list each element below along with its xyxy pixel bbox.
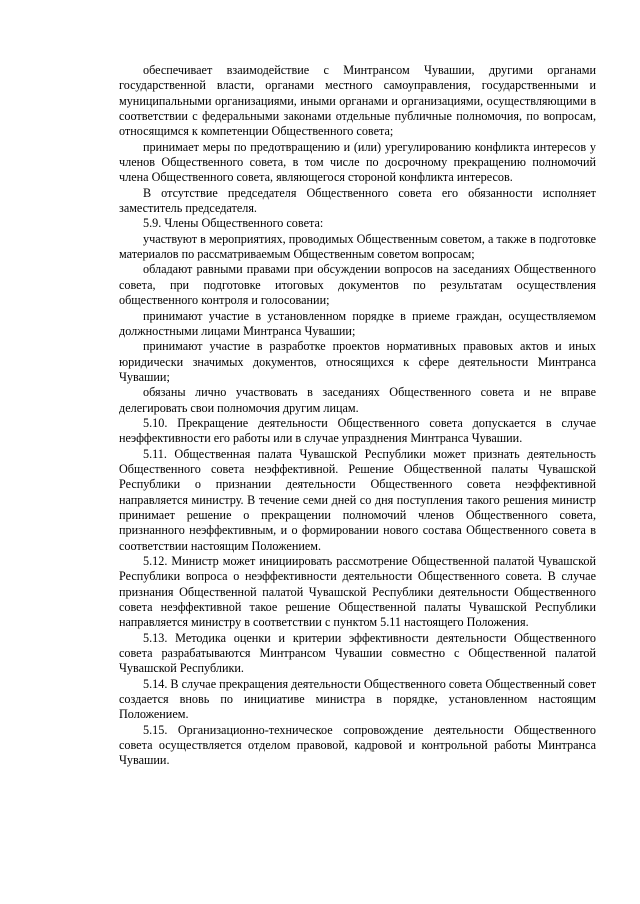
- paragraph: 5.10. Прекращение деятельности Общественного совета допускается в случае неэффективности его работы или в случае упразднения Минтранса Чувашии.: [119, 415, 596, 446]
- paragraph: участвуют в мероприятиях, проводимых Общественным советом, а также в подготовке материалов по рассматриваемым Общественным советом вопросам;: [119, 231, 596, 262]
- paragraph: 5.13. Методика оценки и критерии эффективности деятельности Общественного совета разрабатываются Минтрансом Чувашии совместно с Общественной палатой Чувашской Республики.: [119, 630, 596, 676]
- document-body: [119, 63, 596, 769]
- paragraph: 5.14. В случае прекращения деятельности Общественного совета Общественный совет создается вновь по инициативе министра в порядке, установленном настоящим Положением.: [119, 676, 597, 722]
- section-heading: 5.9. Члены Общественного совета:: [143, 216, 324, 231]
- paragraph: 5.11. Общественная палата Чувашской Республики может признать деятельность Общественного совета неэффективной. Решение Общественной палаты Чувашской Республики о признании деятельности Общественного совета неэффективной направляется министру. В течение семи дней со дня поступления такого решения министр принимает решение о прекращении полномочий членов Общественного совета, признанного неэффективным, и о формировании нового состава Общественного совета в соответствии настоящим Положением.: [119, 446, 596, 553]
- paragraph: обеспечивает взаимодействие с Минтрансом Чувашии, другими органами государственной власти, органами местного самоуправления, государственными и муниципальными организациями, иными органами и организациями, осуществляющими в соответствии с федеральными законами отдельные публичные полномочия, по вопросам, относящимся к компетенции Общественного совета;: [119, 63, 596, 139]
- paragraph: принимают участие в разработке проектов нормативных правовых актов и иных юридически значимых документов, относящихся к сфере деятельности Минтранса Чувашии;: [119, 339, 596, 384]
- paragraph: 5.12. Министр может инициировать рассмотрение Общественной палатой Чувашской Республики вопроса о неэффективности деятельности Общественного совета. В случае признания Общественной палатой Чувашской Республики деятельности Общественного совета неэффективной такое решение Общественной палаты Чувашской Республики направляется министру в соответствии с пунктом 5.11 настоящего Положения.: [119, 554, 596, 630]
- paragraph: принимают участие в установленном порядке в приеме граждан, осуществляемом должностными лицами Минтранса Чувашии;: [119, 308, 596, 338]
- paragraph: обладают равными правами при обсуждении вопросов на заседаниях Общественного совета, при подготовке итоговых документов по результатам осуществления общественного контроля и голосовании;: [119, 262, 596, 308]
- paragraph: В отсутствие председателя Общественного совета его обязанности исполняет заместитель председателя.: [119, 185, 596, 216]
- paragraph: обязаны лично участвовать в заседаниях Общественного совета и не вправе делегировать свои полномочия другим лицам.: [119, 385, 596, 415]
- paragraph: 5.15. Организационно-техническое сопровождение деятельности Общественного совета осуществляется отделом правовой, кадровой и контрольной работы Минтранса Чувашии.: [119, 722, 596, 768]
- paragraph: принимает меры по предотвращению и (или) урегулированию конфликта интересов у членов Общественного совета, в том числе по досрочному прекращению полномочий члена Общественного совета, являющегося стороной конфликта интересов.: [119, 139, 596, 185]
